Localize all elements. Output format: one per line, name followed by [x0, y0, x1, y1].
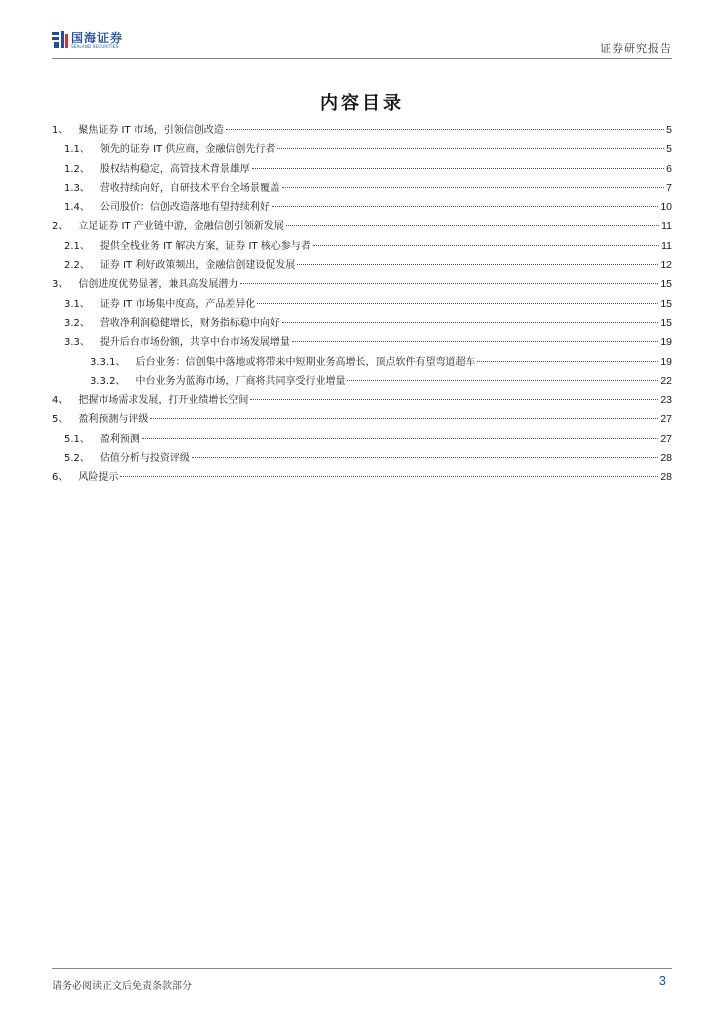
- toc-entry-number: 5.1、: [64, 433, 90, 445]
- toc-entry-number: 1.4、: [64, 202, 90, 214]
- toc-entry-page: 11: [661, 239, 672, 252]
- toc-entry-number: 5.2、: [64, 453, 90, 465]
- toc-entry-title: 立足证券 IT 产业链中游，金融信创引领新发展: [78, 221, 284, 233]
- toc-entry-page: 15: [660, 278, 672, 291]
- toc-entry-page: 28: [660, 471, 672, 484]
- toc-dot-leader: [277, 148, 664, 149]
- toc-dot-leader: [313, 245, 659, 246]
- toc-entry[interactable]: [52, 275, 672, 294]
- toc-entry[interactable]: [52, 353, 672, 372]
- toc-entry[interactable]: [52, 140, 672, 159]
- toc-entry-title: 营收净利润稳健增长，财务指标稳中向好: [99, 317, 280, 329]
- toc-entry-page: 5: [666, 143, 672, 156]
- toc-entry-number: 1.1、: [64, 144, 90, 156]
- toc-entry-title: 领先的证券 IT 供应商，金融信创先行者: [99, 144, 276, 156]
- toc-entry-number: 2.1、: [64, 240, 90, 252]
- toc-entry-title: 把握市场需求发展，打开业绩增长空间: [78, 395, 249, 407]
- toc-entry-title: 中台业务为蓝海市场，厂商将共同享受行业增量: [135, 375, 346, 387]
- toc-dot-leader: [257, 303, 658, 304]
- toc-entry-number: 3.1、: [64, 298, 90, 310]
- toc-entry-title: 股权结构稳定，高管技术背景雄厚: [99, 163, 250, 175]
- toc-entry[interactable]: [52, 333, 672, 352]
- toc-entry-number: 3.3.1、: [90, 356, 126, 368]
- toc-entry-title: 聚焦证券 IT 市场，引领信创改造: [78, 125, 224, 136]
- toc-entry-title: 营收持续向好，自研技术平台全场景覆盖: [99, 182, 280, 194]
- toc-dot-leader: [292, 341, 658, 342]
- toc-dot-leader: [252, 168, 664, 169]
- page-number: 3: [658, 973, 666, 988]
- toc-entry[interactable]: [52, 160, 672, 179]
- toc-entry-page: 5: [666, 124, 672, 136]
- toc-dot-leader: [286, 225, 659, 226]
- toc-entry-page: 27: [660, 432, 672, 445]
- toc-entry[interactable]: [52, 237, 672, 256]
- toc-entry-page: 15: [660, 316, 672, 329]
- toc-entry-title: 信创进度优势显著，兼具高发展潜力: [78, 279, 239, 291]
- toc-entry-page: 27: [660, 413, 672, 426]
- toc-entry-number: 6、: [52, 472, 69, 484]
- toc-entry-page: 15: [660, 297, 672, 310]
- toc-entry-number: 1.2、: [64, 163, 90, 175]
- logo-name-en: SEALAND SECURITIES: [71, 43, 119, 49]
- page-footer: [52, 968, 672, 992]
- toc-dot-leader: [297, 264, 658, 265]
- toc-entry-page: 22: [660, 374, 672, 387]
- toc-entry-number: 1.3、: [64, 182, 90, 194]
- toc-entry-number: 3.3.2、: [90, 375, 126, 387]
- toc-entry-title: 盈利预测与评级: [78, 414, 149, 426]
- toc-dot-leader: [226, 129, 664, 130]
- toc-dot-leader: [250, 399, 658, 400]
- toc-entry-title: 提供全栈业务 IT 解决方案，证券 IT 核心参与者: [99, 240, 311, 252]
- toc-dot-leader: [347, 380, 658, 381]
- toc-entry-page: 10: [660, 201, 672, 214]
- toc-entry[interactable]: [52, 449, 672, 468]
- toc-dot-leader: [120, 476, 658, 477]
- toc-entry[interactable]: [52, 256, 672, 275]
- toc-entry[interactable]: [52, 430, 672, 449]
- toc-entry[interactable]: [52, 295, 672, 314]
- toc-entry[interactable]: [52, 391, 672, 410]
- page-header: [52, 28, 672, 59]
- toc-entry-title: 后台业务：信创集中落地或将带来中短期业务高增长，顶点软件有望弯道超车: [135, 356, 476, 368]
- toc-entry[interactable]: [52, 372, 672, 391]
- toc-dot-leader: [477, 361, 658, 362]
- toc-entry[interactable]: [52, 121, 672, 140]
- toc-dot-leader: [282, 322, 658, 323]
- toc-entry-page: 12: [660, 259, 672, 272]
- toc-entry-page: 19: [660, 355, 672, 368]
- toc-dot-leader: [272, 206, 658, 207]
- toc-entry[interactable]: [52, 314, 672, 333]
- toc-entry-number: 5、: [52, 414, 69, 426]
- logo-name-cn: 国海证券: [71, 30, 124, 45]
- toc-dot-leader: [142, 438, 658, 439]
- toc-entry-title: 公司股价：信创改造落地有望持续利好: [99, 202, 270, 214]
- toc-dot-leader: [240, 283, 658, 284]
- toc-entry[interactable]: [52, 198, 672, 217]
- logo-mark-icon: [52, 30, 68, 50]
- toc-entry-title: 证券 IT 利好政策频出，金融信创建设促发展: [99, 260, 296, 272]
- toc-entry-title: 风险提示: [78, 472, 119, 484]
- toc-entry-number: 2、: [52, 221, 69, 233]
- toc-entry-page: 19: [660, 336, 672, 349]
- toc-entry-title: 估值分析与投资评级: [99, 453, 190, 465]
- page-title: 内容目录: [320, 93, 404, 114]
- toc-entry-page: 11: [661, 220, 672, 233]
- toc-entry-number: 4、: [52, 395, 69, 407]
- toc-entry-page: 28: [660, 452, 672, 465]
- toc-dot-leader: [192, 457, 658, 458]
- toc-entry-number: 3.3、: [64, 337, 90, 349]
- toc-entry[interactable]: [52, 468, 672, 487]
- toc-entry-title: 盈利预测: [99, 433, 140, 445]
- toc-entry-number: 3.2、: [64, 317, 90, 329]
- company-logo: [52, 28, 123, 52]
- disclaimer-text: 请务必阅读正文后免责条款部分: [52, 981, 192, 992]
- toc-entry[interactable]: [52, 217, 672, 236]
- toc-entry-page: 7: [666, 181, 672, 194]
- toc-entry-title: 提升后台市场份额，共享中台市场发展增量: [99, 337, 290, 349]
- toc-dot-leader: [282, 187, 664, 188]
- toc-entry[interactable]: [52, 410, 672, 429]
- toc-entry-page: 23: [660, 394, 672, 407]
- report-type-label: 证券研究报告: [600, 42, 672, 55]
- toc-entry-number: 3、: [52, 279, 69, 291]
- toc-entry-number: 2.2、: [64, 260, 90, 272]
- toc-dot-leader: [150, 418, 658, 419]
- toc-entry-number: 1、: [52, 125, 69, 136]
- table-of-contents: [52, 121, 672, 488]
- toc-entry[interactable]: [52, 179, 672, 198]
- toc-entry-title: 证券 IT 市场集中度高，产品差异化: [99, 298, 256, 310]
- toc-entry-page: 6: [666, 162, 672, 175]
